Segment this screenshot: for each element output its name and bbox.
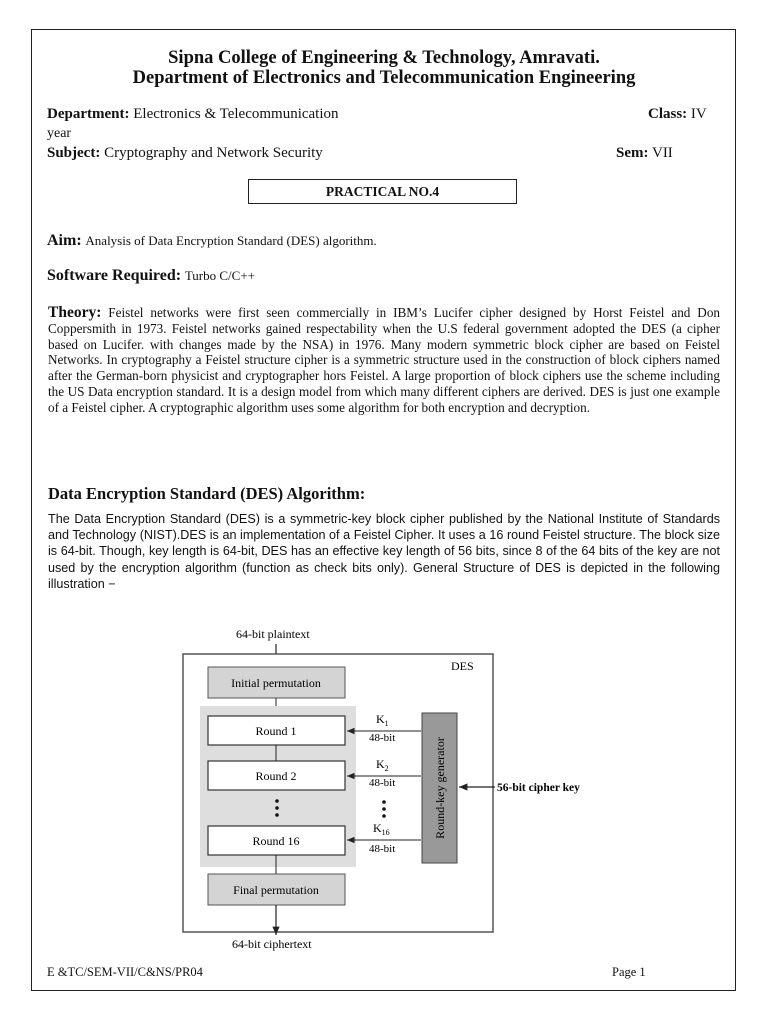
des-section-title: Data Encryption Standard (DES) Algorithm: [48, 484, 366, 503]
sem-value: VII [651, 145, 673, 161]
round1-label: Round 1 [255, 724, 297, 738]
department-label: Department: [47, 106, 130, 122]
k1-label: $K_1$ [376, 712, 389, 728]
college-name: Sipna College of Engineering & Technology, Amravati. [168, 48, 600, 68]
theory-label: Theory: [48, 304, 102, 321]
sem-label: Sem: [616, 145, 649, 161]
k16-label: $K_{16}$ [373, 821, 390, 837]
cipher-key-label: 56-bit cipher key [497, 782, 580, 794]
vertical-dots-rounds [275, 799, 279, 817]
k1-bits: 48-bit [369, 732, 396, 744]
des-label: DES [451, 659, 474, 673]
round2-label: Round 2 [255, 769, 297, 783]
class-label: Class: [648, 106, 688, 122]
k2-label: $K_2$ [376, 757, 389, 773]
final-permutation-label: Final permutation [233, 883, 319, 897]
department-heading: Department of Electronics and Telecommunication Engineering [132, 68, 636, 88]
class-value: IV [690, 106, 707, 122]
des-paragraph: The Data Encryption Standard (DES) is a symmetric-key block cipher published by the National Institute of Standards and Technology (NIST).DES is an implementation of a Feistel Cipher. It uses a 16 round Feistel structure. The block size is 64-bit. Though, key length is 64-bit, DES has an effective key length of 56 bits, since 8 of the 64 bits of the key are not used by the encryption algorithm (function as check bits only). General Structure of DES is depicted in the following illustration − [48, 512, 720, 591]
aim-text: Analysis of Data Encryption Standard (DES) algorithm. [85, 233, 377, 248]
practical-title: PRACTICAL NO.4 [248, 179, 517, 204]
department-cont: year [47, 126, 72, 141]
round16-label: Round 16 [252, 834, 300, 848]
software-label: Software Required: [47, 267, 182, 284]
footer-code: E &TC/SEM-VII/C&NS/PR04 [47, 965, 203, 979]
plaintext-label: 64-bit plaintext [236, 627, 310, 641]
software-text: Turbo C/C++ [184, 268, 255, 283]
theory-text: Feistel networks were first seen commercially in IBM’s Lucifer cipher designed by Horst Feistel and Don Coppersmith in 1973. Feistel networks gained respectability when the U.S federal government adopted the DES (a cipher based on Lucifer. with changes made by the NSA) in 1976. Many modern symmetric block cipher are based on Feistel Networks. In cryptography a Feistel structure cipher is a symmetric structure used in the construction of block ciphers named after the German-born physicist and cryptographer hors Feistel. A large proportion of block ciphers use the scheme including the US Data encryption standard. It is a design model from which many different ciphers are derived. DES is just one example of a Feistel cipher. A cryptographic algorithm uses some algorithm for both encryption and decryption. [48, 305, 721, 415]
round-key-generator-label: Round-key generator [433, 737, 447, 839]
vertical-dots-keys [382, 800, 386, 818]
k2-bits: 48-bit [369, 777, 396, 789]
subject-value: Cryptography and Network Security [104, 145, 323, 161]
subject-label: Subject: [47, 145, 101, 161]
initial-permutation-label: Initial permutation [231, 676, 321, 690]
aim-label: Aim: [47, 232, 82, 249]
k16-bits: 48-bit [369, 843, 396, 855]
department-value: Electronics & Telecommunication [133, 106, 339, 122]
ciphertext-label: 64-bit ciphertext [232, 937, 312, 951]
footer-page: Page 1 [612, 965, 646, 979]
